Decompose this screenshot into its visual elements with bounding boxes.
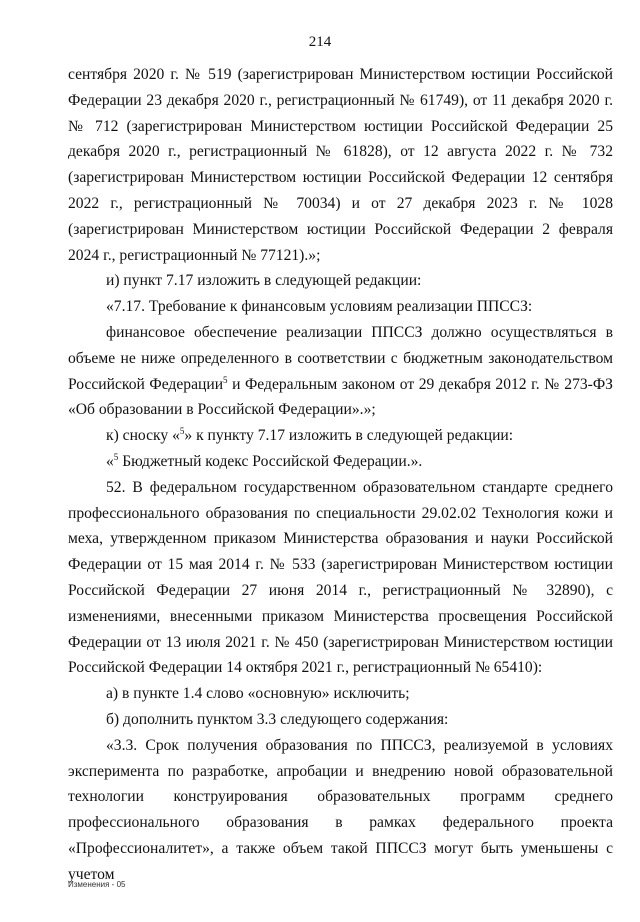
paragraph-financial-provision <box>68 320 613 423</box>
footnote-reference: 5 <box>113 451 119 462</box>
paragraph-item-k <box>68 423 613 449</box>
paragraph-text: к) сноску « <box>106 427 180 445</box>
paragraph-footnote-text <box>68 449 613 475</box>
paragraph-text: » к пункту 7.17 изложить в следующей редакции: <box>184 427 514 445</box>
paragraph-item-b: б) дополнить пунктом 3.3 следующего содержания: <box>106 710 449 728</box>
paragraph-text: « <box>106 452 114 470</box>
footer-revision-note: Изменения - 05 <box>68 880 126 889</box>
paragraph-item-i: и) пункт 7.17 изложить в следующей редакции: <box>106 272 422 290</box>
paragraph-registration-continuation: сентября 2020 г. № 519 (зарегистрирован Министерством юстиции Российской Федерации 23 декабря 2020 г., регистрационный № 61749), от 11 декабря 2020 г. № 712 (зарегистрирован Министерством юстиции Российской Федерации 25 декабря 2020 г., регистрационный № 61828), от 12 августа 2022 г. № 732 (зарегистрирован Министерством юстиции Российской Федерации 12 сентября 2022 г., регистрационный № 70034) и от 27 декабря 2023 г. № 1028 (зарегистрирован Министерством юстиции Российской Федерации 2 февраля 2024 г., регистрационный № 77121).»; <box>68 66 613 264</box>
paragraph-text: Бюджетный кодекс Российской Федерации.». <box>118 452 423 470</box>
paragraph-text: и Федеральным законом от 29 декабря 2012 г. № 273-ФЗ «Об образовании в Российской Федерации».»; <box>68 375 613 419</box>
paragraph-text: финансовое обеспечение реализации ППССЗ должно осуществляться в объеме не ниже определенного в соответствии с бюджетным законодательством Российской Федерации <box>68 323 613 393</box>
paragraph-7-17-heading: «7.17. Требование к финансовым условиям реализации ППССЗ: <box>106 298 533 316</box>
paragraph-3-3: «3.3. Срок получения образования по ППССЗ, реализуемой в условиях эксперимента по разработке, апробации и внедрению новой образовательной технологии конструирования образовательных программ среднего профессионального образования в рамках федерального проекта «Профессионалитет», а также объем такой ППССЗ могут быть уменьшены с учетом <box>68 736 613 883</box>
paragraph-item-a: а) в пункте 1.4 слово «основную» исключить; <box>106 685 410 703</box>
footnote-reference: 5 <box>179 425 185 436</box>
document-body <box>68 62 613 888</box>
paragraph-section-52: 52. В федеральном государственном образовательном стандарте среднего профессионального образования по специальности 29.02.02 Технология кожи и меха, утвержденном приказом Министерства образования и науки Российской Федерации от 15 мая 2014 г. № 533 (зарегистрирован Министерством юстиции Российской Федерации 27 июня 2014 г., регистрационный № 32890), с изменениями, внесенными приказом Министерства просвещения Российской Федерации от 13 июля 2021 г. № 450 (зарегистрирован Министерством юстиции Российской Федерации 14 октября 2021 г., регистрационный № 65410): <box>68 478 613 677</box>
page-number: 214 <box>308 34 332 50</box>
footnote-reference: 5 <box>223 374 228 385</box>
